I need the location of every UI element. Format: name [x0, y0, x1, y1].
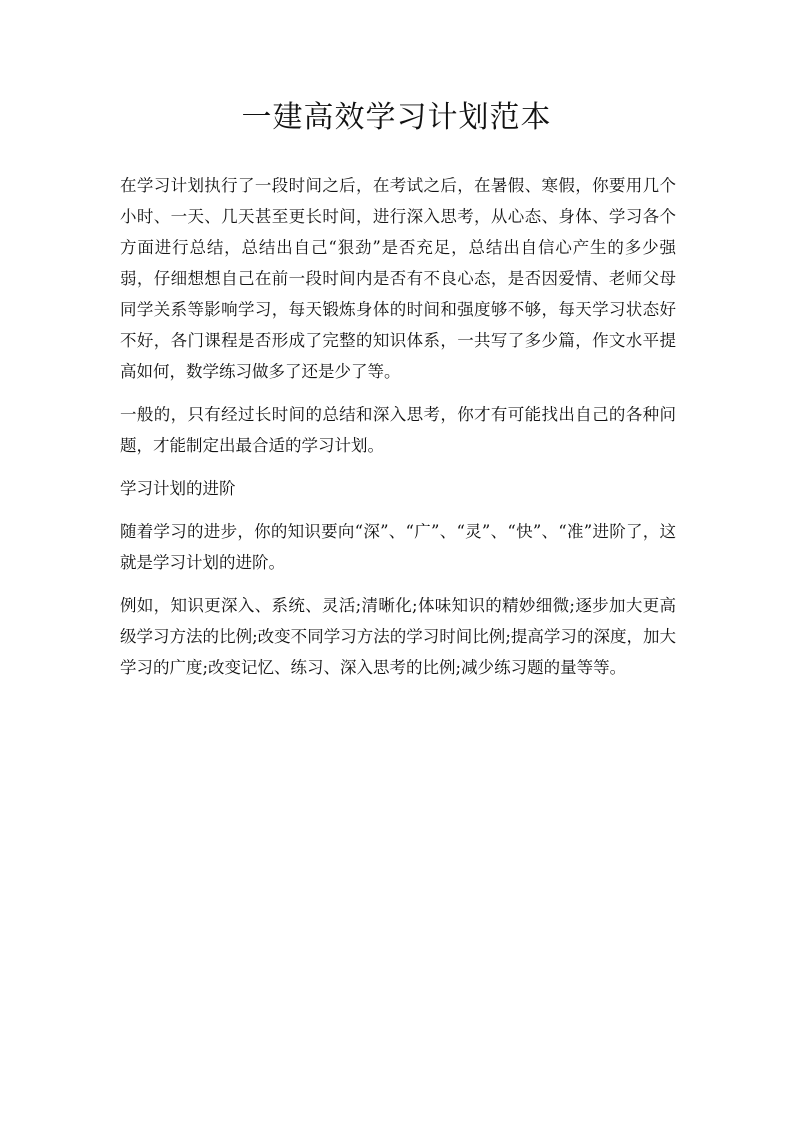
paragraph-general: 一般的，只有经过长时间的总结和深入思考，你才有可能找出自己的各种问题，才能制定出最合适的学习计划。 [120, 405, 676, 455]
paragraph-progress: 随着学习的进步，你的知识要向“深”、“广”、“灵”、“快”、“准”进阶了，这就是学习计划的进阶。 [120, 522, 676, 572]
paragraph-examples: 例如，知识更深入、系统、灵活;清晰化;体味知识的精妙细微;逐步加大更高级学习方法的比例;改变不同学习方法的学习时间比例;提高学习的深度，加大学习的广度;改变记忆、练习、深入思考的比例;减少练习题的量等等。 [120, 596, 676, 677]
page-title: 一建高效学习计划范本 [241, 100, 552, 135]
section-heading: 学习计划的进阶 [120, 479, 236, 498]
document-body [120, 170, 676, 695]
paragraph-summary: 在学习计划执行了一段时间之后，在考试之后，在暑假、寒假，你要用几个小时、一天、几天甚至更长时间，进行深入思考，从心态、身体、学习各个方面进行总结，总结出自己“狠劲”是否充足，总结出自信心产生的多少强弱，仔细想想自己在前一段时间内是否有不良心态，是否因爱情、老师父母同学关系等影响学习，每天锻炼身体的时间和强度够不够，每天学习状态好不好，各门课程是否形成了完整的知识体系，一共写了多少篇，作文水平提高如何，数学练习做多了还是少了等。 [120, 176, 676, 381]
